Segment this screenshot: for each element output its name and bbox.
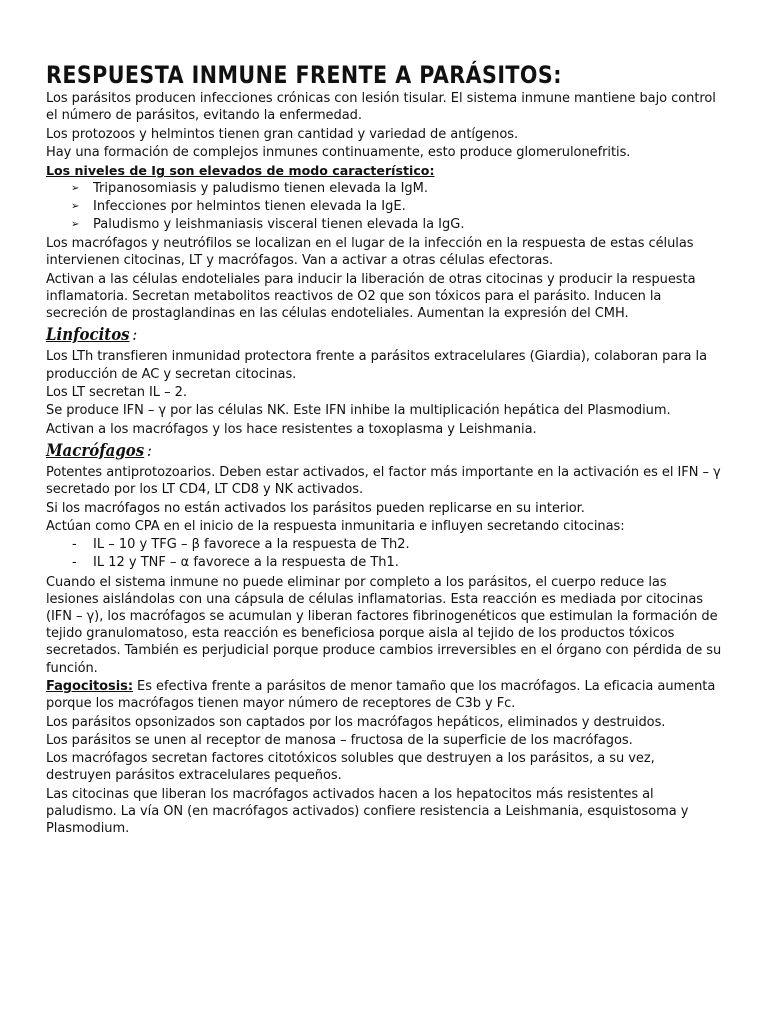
list-item: - IL – 10 y TFG – β favorece a la respuesta de Th2. (72, 537, 410, 553)
arrow-bullet-icon: ➢ (71, 183, 80, 195)
hepatocytes-paragraph: Las citocinas que liberan los macrófagos activados hacen a los hepatocitos más resistentes al paludismo. La vía ON (en macrófagos activados) confiere resistencia a Leishmania, esquistosoma y Plasmodium. (46, 786, 689, 837)
fagocitosis-label: Fagocitosis: (46, 678, 133, 694)
endothelial-paragraph: Activan a las células endoteliales para inducir la liberación de otras citocinas y producir la respuesta inflamatoria. Secretan metabolitos reactivos de O2 que son tóxicos para el parásito. Inducen la secreción de prostaglandinas en las células endoteliales. Aumentan la expresión del CMH. (46, 271, 696, 322)
granuloma-paragraph: Cuando el sistema inmune no puede eliminar por completo a los parásitos, el cuerpo reduce las lesiones aislándolas con una cápsula de células inflamatorias. Esta reacción es mediada por citocinas (IFN – γ), los macrófagos se acumulan y liberan factores fibrinogenéticos que estimulan la formación de tejido granulomatoso, esta reacción es beneficiosa porque aisla al tejido de los productos tóxicos secretados. También es perjudicial porque produce cambios irreversibles en el órgano con pérdida de su función. (46, 574, 722, 676)
cytokine-list (46, 536, 722, 571)
intro-paragraph-1: Los parásitos producen infecciones crónicas con lesión tisular. El sistema inmune mantiene bajo control el número de parásitos, evitando la enfermedad. (46, 91, 716, 124)
ig-levels-list (46, 180, 722, 233)
macrofagos-paragraph-3: Actúan como CPA en el inicio de la respuesta inmunitaria e influyen secretando citocinas: (46, 518, 625, 534)
macrofagos-paragraph-2: Si los macrófagos no están activados los parásitos pueden replicarse en su interior. (46, 500, 585, 516)
linfocitos-paragraph-4: Activan a los macrófagos y los hace resistentes a toxoplasma y Leishmania. (46, 421, 537, 437)
intro-paragraph-2: Los protozoos y helmintos tienen gran cantidad y variedad de antígenos. (46, 126, 519, 142)
fagocitosis-paragraph (46, 678, 722, 712)
ig-levels-heading: Los niveles de Ig son elevados de modo característico: (46, 163, 435, 179)
linfocitos-paragraph-1: Los LTh transfieren inmunidad protectora frente a parásitos extracelulares (Giardia), colaboran para la producción de AC y secretan citocinas. (46, 349, 708, 382)
macrofagos-paragraph-1: Potentes antiprotozoarios. Deben estar activados, el factor más importante en la activación es el IFN – γ secretado por los LT CD4, LT CD8 y NK activados. (46, 464, 721, 498)
linfocitos-paragraph-3: Se produce IFN – γ por las células NK. Este IFN inhibe la multiplicación hepática del Plasmodium. (46, 403, 671, 419)
list-item: ➢ Tripanosomiasis y paludismo tienen elevada la IgM. (71, 181, 429, 197)
dash-bullet: - (72, 554, 77, 570)
macrophage-neutrophil-paragraph: Los macrófagos y neutrófilos se localizan en el lugar de la infección en la respuesta de estas células intervienen citocinas, LT y macrófagos. Van a activar a otras células efectoras. (46, 236, 694, 269)
dash-bullet: - (72, 537, 77, 553)
fagocitosis-text: Es efectiva frente a parásitos de menor tamaño que los macrófagos. La eficacia aumenta porque los macrófagos tienen mayor número de receptores de C3b y Fc. (46, 678, 716, 712)
list-item: ➢ Paludismo y leishmaniasis visceral tienen elevada la IgG. (71, 216, 465, 232)
intro-paragraph-3: Hay una formación de complejos inmunes continuamente, esto produce glomerulonefritis. (46, 144, 631, 160)
macrofagos-heading: Macrófagos : (46, 440, 152, 461)
list-item: - IL 12 y TNF – α favorece a la respuesta de Th1. (72, 554, 399, 570)
cytotoxic-factors-paragraph: Los macrófagos secretan factores citotóxicos solubles que destruyen a los parásitos, a su vez, destruyen parásitos extracelulares pequeños. (46, 751, 655, 784)
opsonized-paragraph: Los parásitos opsonizados son captados por los macrófagos hepáticos, eliminados y destruidos. (46, 714, 666, 730)
document-page (46, 62, 722, 839)
list-item: ➢ Infecciones por helmintos tienen elevada la IgE. (71, 198, 406, 214)
mannose-receptor-paragraph: Los parásitos se unen al receptor de manosa – fructosa de la superficie de los macrófagos. (46, 732, 633, 748)
linfocitos-paragraph-2: Los LT secretan IL – 2. (46, 384, 187, 400)
arrow-bullet-icon: ➢ (71, 200, 80, 212)
linfocitos-heading: Linfocitos : (46, 325, 138, 346)
page-title: RESPUESTA INMUNE FRENTE A PARÁSITOS: (46, 61, 562, 89)
arrow-bullet-icon: ➢ (71, 218, 80, 230)
